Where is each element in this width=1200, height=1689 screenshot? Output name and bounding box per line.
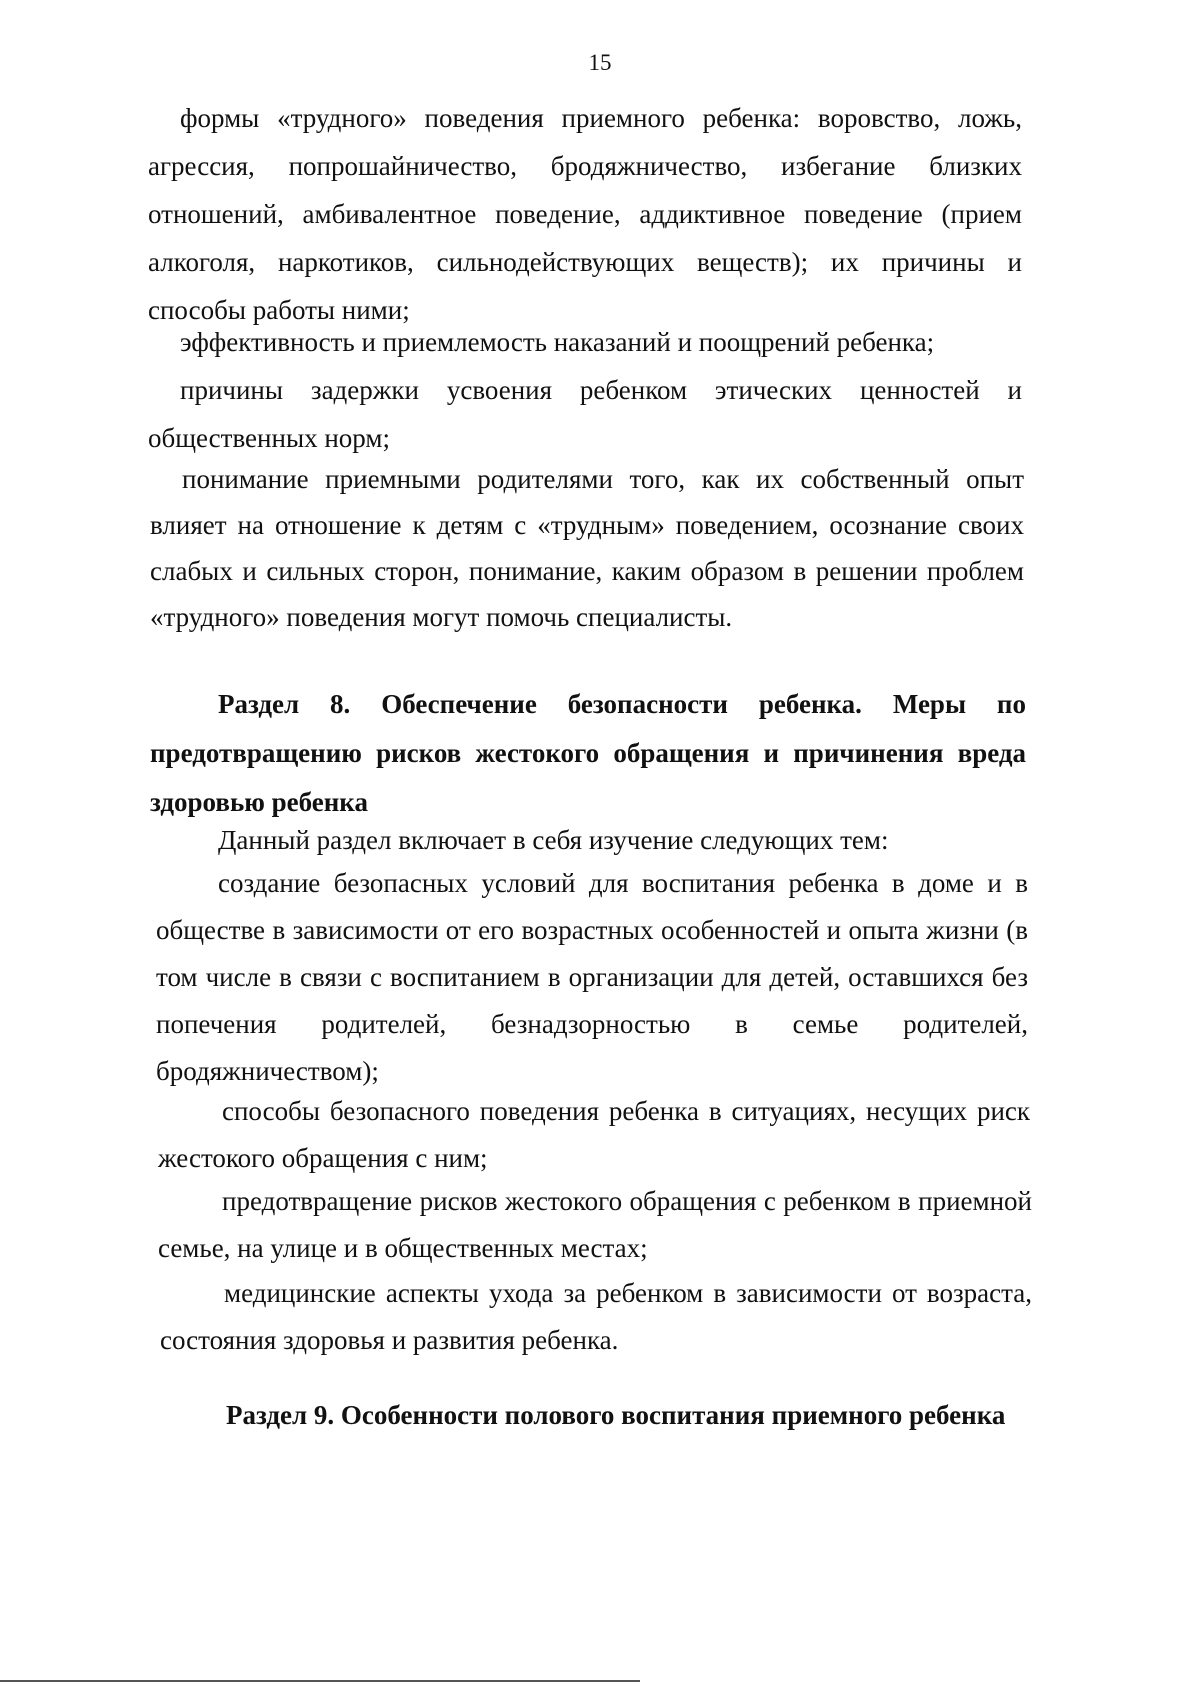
paragraph-parents-experience: понимание приемными родителями того, как их собственный опыт влияет на отношение к детям с «трудным» поведением, осознание своих слабых и сильных сторон, понимание, каким образом в решении проблем «трудного» поведения могут помочь специалисты.	[150, 464, 1024, 632]
paragraph-safe-behavior: способы безопасного поведения ребенка в ситуациях, несущих риск жестокого обращения с ним;	[158, 1096, 1030, 1173]
paragraph-section-intro: Данный раздел включает в себя изучение следующих тем:	[218, 825, 889, 855]
page-number: 15	[588, 50, 612, 75]
paragraph-risk-prevention: предотвращение рисков жестокого обращения с ребенком в приемной семье, на улице и в общественных местах;	[158, 1186, 1032, 1263]
section-8-heading: Раздел 8. Обеспечение безопасности ребенка. Меры по предотвращению рисков жестокого обращения и причинения вреда здоровью ребенка	[150, 689, 1026, 817]
paragraph-ethics-delay: причины задержки усвоения ребенком этических ценностей и общественных норм;	[148, 375, 1022, 453]
paragraph-safe-conditions: создание безопасных условий для воспитания ребенка в доме и в обществе в зависимости от его возрастных особенностей и опыта жизни (в том числе в связи с воспитанием в организации для детей, оставшихся без попечения родителей, безнадзорностью в семье родителей, бродяжничеством);	[156, 868, 1028, 1086]
section-9-heading: Раздел 9. Особенности полового воспитания приемного ребенка	[226, 1400, 1006, 1430]
bottom-scan-line	[0, 1680, 640, 1682]
paragraph-medical-aspects: медицинские аспекты ухода за ребенком в зависимости от возраста, состояния здоровья и развития ребенка.	[160, 1278, 1032, 1355]
paragraph-difficult-behavior-forms: формы «трудного» поведения приемного ребенка: воровство, ложь, агрессия, попрошайничество, бродяжничество, избегание близких отношений, амбивалентное поведение, аддиктивное поведение (прием алкоголя, наркотиков, сильнодействующих веществ); их причины и способы работы ними;	[148, 103, 1022, 325]
paragraph-punishments-rewards: эффективность и приемлемость наказаний и поощрений ребенка;	[180, 327, 935, 357]
